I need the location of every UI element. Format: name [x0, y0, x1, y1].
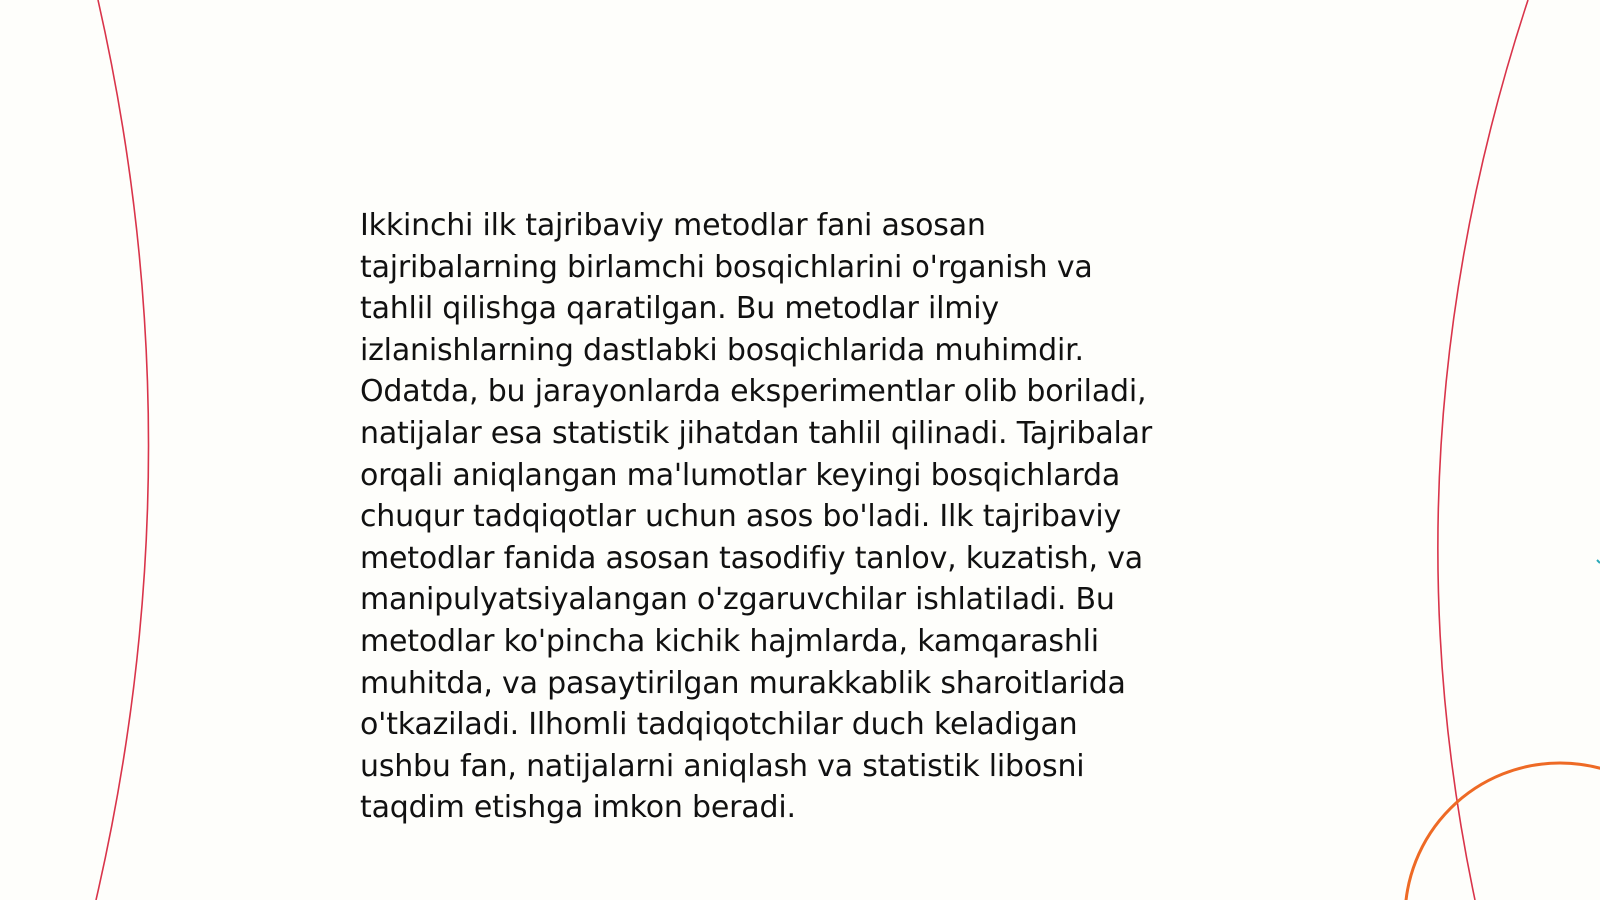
paragraph-line: metodlar fanida asosan tasodifiy tanlov, kuzatish, va	[360, 540, 1143, 576]
paragraph-line: tajribalarning birlamchi bosqichlarini o'rganish va	[360, 249, 1093, 285]
paragraph-line: manipulyatsiyalangan o'zgaruvchilar ishlatiladi. Bu	[360, 582, 1115, 618]
paragraph-line: Odatda, bu jarayonlarda eksperimentlar olib boriladi,	[360, 374, 1147, 410]
paragraph-line: tahlil qilishga qaratilgan. Bu metodlar ilmiy	[360, 291, 999, 327]
paragraph-line: muhitda, va pasaytirilgan murakkablik sharoitlarida	[360, 665, 1126, 701]
paragraph-line: izlanishlarning dastlabki bosqichlarida muhimdir.	[360, 332, 1084, 368]
right-red-curve	[1438, 0, 1528, 900]
body-paragraph	[360, 205, 1240, 829]
left-red-curve	[96, 0, 149, 900]
paragraph-line: ushbu fan, natijalarni aniqlash va statistik libosni	[360, 748, 1085, 784]
paragraph-line: taqdim etishga imkon beradi.	[360, 790, 796, 826]
paragraph-line: metodlar ko'pincha kichik hajmlarda, kamqarashli	[360, 623, 1099, 659]
paragraph-line: Ikkinchi ilk tajribaviy metodlar fani asosan	[360, 208, 986, 243]
paragraph-line: natijalar esa statistik jihatdan tahlil qilinadi. Tajribalar	[360, 415, 1152, 451]
paragraph-line: chuqur tadqiqotlar uchun asos bo'ladi. Ilk tajribaviy	[360, 499, 1122, 535]
paragraph-line: o'tkaziladi. Ilhomli tadqiqotchilar duch keladigan	[360, 707, 1078, 743]
orange-circle-arc	[1405, 763, 1600, 900]
paragraph-line: orqali aniqlangan ma'lumotlar keyingi bosqichlarda	[360, 457, 1121, 493]
